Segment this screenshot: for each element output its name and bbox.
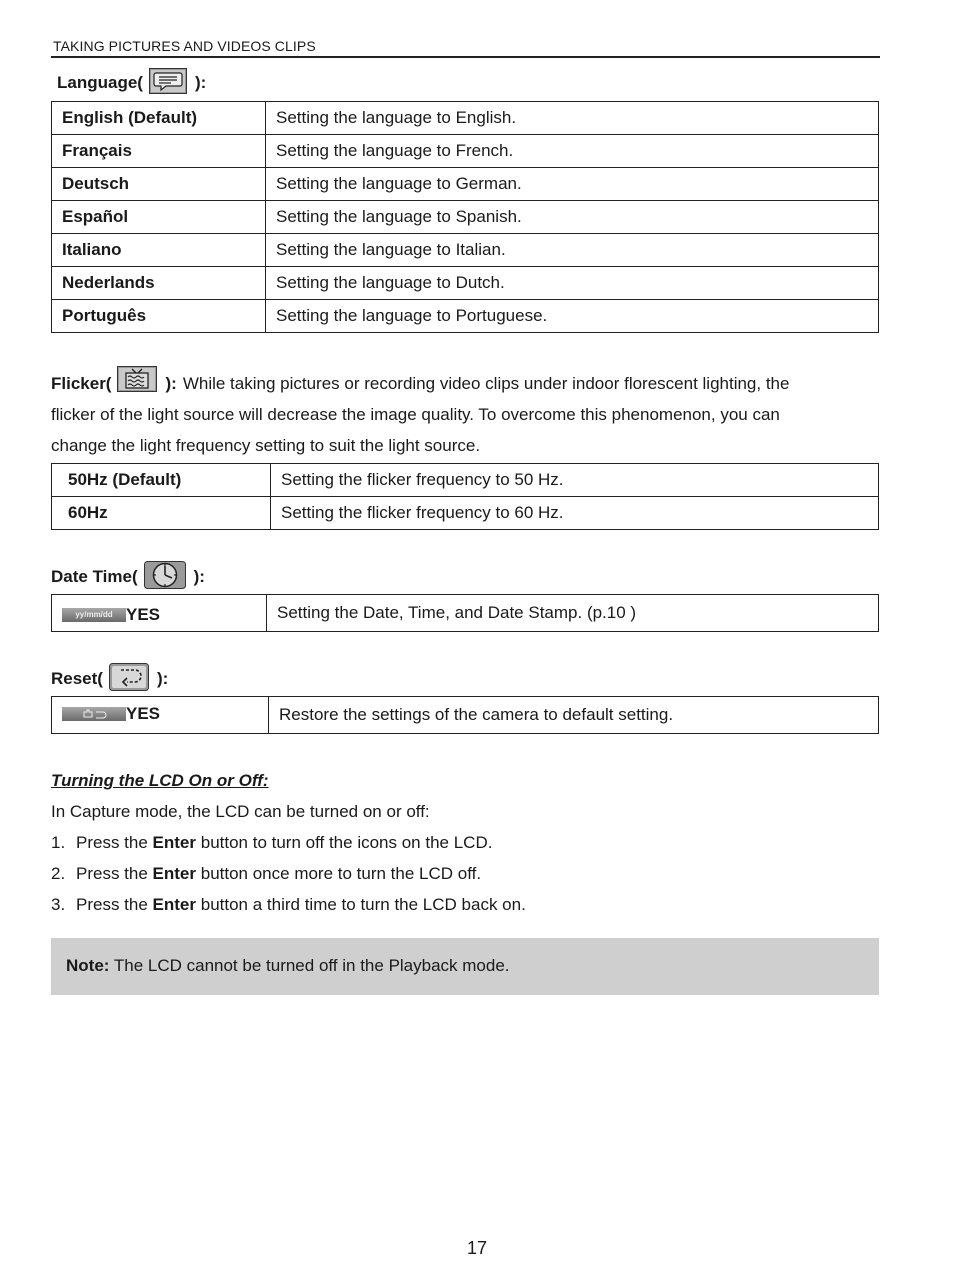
step-number: 3. [51, 895, 66, 914]
list-item [51, 889, 881, 920]
language-option: Italiano [52, 234, 266, 267]
step-text-pre: Press the [76, 895, 153, 914]
language-desc: Setting the language to Italian. [266, 234, 879, 267]
flicker-text-line2: flicker of the light source will decrease the image quality. To overcome this phenomenon, you can [51, 405, 780, 424]
reset-chip-icon [62, 707, 126, 721]
step-text-post: button a third time to turn the LCD back on. [196, 895, 526, 914]
flicker-tv-icon [117, 366, 157, 402]
language-option: Português [52, 300, 266, 333]
speech-bubble-icon [149, 68, 187, 99]
flicker-desc: Setting the flicker frequency to 60 Hz. [271, 497, 879, 530]
table-row [52, 595, 879, 632]
reset-title [51, 665, 168, 693]
step-text-bold: Enter [152, 833, 197, 852]
note-label: Note: [66, 956, 110, 975]
datetime-title [51, 563, 205, 591]
flicker-label-close: ): [165, 374, 177, 393]
reset-label: Reset( [51, 669, 103, 688]
flicker-paragraph [51, 368, 881, 461]
language-desc: Setting the language to German. [266, 168, 879, 201]
datetime-label-close: ): [193, 567, 205, 586]
language-table [51, 101, 879, 333]
note-box [51, 938, 879, 995]
table-row [52, 464, 879, 497]
flicker-option: 60Hz [52, 497, 271, 530]
datetime-option: YES [126, 604, 161, 624]
reset-desc: Restore the settings of the camera to default setting. [269, 697, 879, 734]
language-label: Language( [57, 73, 143, 92]
flicker-option: 50Hz (Default) [52, 464, 271, 497]
lcd-steps [51, 827, 881, 920]
table-row [52, 168, 879, 201]
step-text-pre: Press the [76, 833, 153, 852]
list-item [51, 858, 881, 889]
lcd-heading: Turning the LCD On or Off: [51, 771, 269, 790]
reset-option-cell [52, 697, 269, 734]
page-number: 17 [466, 1238, 488, 1258]
language-desc: Setting the language to Spanish. [266, 201, 879, 234]
language-option: Français [52, 135, 266, 168]
reset-option: YES [126, 704, 161, 723]
table-row [52, 497, 879, 530]
table-row [52, 697, 879, 734]
step-text-bold: Enter [152, 864, 197, 883]
reset-label-close: ): [156, 669, 169, 688]
flicker-desc: Setting the flicker frequency to 50 Hz. [271, 464, 879, 497]
language-option: English (Default) [52, 102, 266, 135]
list-item [51, 827, 881, 858]
language-label-close: ): [194, 73, 207, 92]
step-text-post: button once more to turn the LCD off. [196, 864, 482, 883]
language-option: Nederlands [52, 267, 266, 300]
language-desc: Setting the language to French. [266, 135, 879, 168]
language-title [57, 70, 206, 96]
header-rule [51, 56, 880, 58]
flicker-text-line1: While taking pictures or recording video clips under indoor florescent lighting, the [182, 374, 790, 393]
flicker-label: Flicker( [51, 374, 112, 393]
table-row [52, 234, 879, 267]
note-text: The LCD cannot be turned off in the Playback mode. [109, 956, 510, 975]
table-row [52, 300, 879, 333]
table-row [52, 135, 879, 168]
reset-table [51, 696, 879, 734]
table-row [52, 102, 879, 135]
datetime-label: Date Time( [51, 567, 138, 586]
language-option: Deutsch [52, 168, 266, 201]
flicker-table [51, 463, 879, 530]
datetime-option-cell [52, 595, 267, 632]
lcd-section [51, 765, 881, 920]
step-number: 2. [51, 864, 66, 883]
table-row [52, 267, 879, 300]
language-option: Español [52, 201, 266, 234]
step-text-post: button to turn off the icons on the LCD. [196, 833, 493, 852]
language-desc: Setting the language to Dutch. [266, 267, 879, 300]
step-number: 1. [51, 833, 66, 852]
step-text-bold: Enter [152, 895, 197, 914]
reset-arrow-icon [109, 663, 149, 696]
lcd-intro: In Capture mode, the LCD can be turned on or off: [51, 802, 430, 821]
clock-icon [144, 561, 186, 594]
language-desc: Setting the language to English. [266, 102, 879, 135]
datetime-desc: Setting the Date, Time, and Date Stamp. (p.10 ) [267, 595, 879, 632]
datetime-table [51, 594, 879, 632]
flicker-text-line3: change the light frequency setting to suit the light source. [51, 436, 481, 455]
date-stamp-chip: yy/mm/dd [62, 608, 126, 622]
language-desc: Setting the language to Portuguese. [266, 300, 879, 333]
running-header: TAKING PICTURES AND VIDEOS CLIPS [53, 38, 316, 54]
step-text-pre: Press the [76, 864, 153, 883]
table-row [52, 201, 879, 234]
